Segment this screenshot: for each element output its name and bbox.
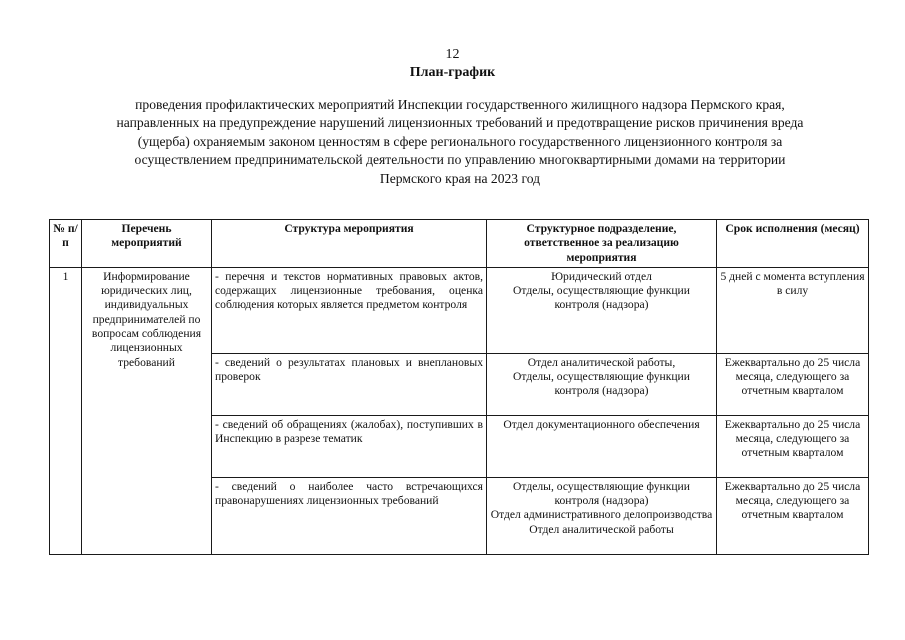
- department-line: Отделы, осуществляющие функции контроля (надзора): [513, 370, 690, 398]
- cell-term: Ежеквартально до 25 числа месяца, следующего за отчетным кварталом: [717, 477, 869, 554]
- subtitle-line: Пермского края на 2023 год: [379, 170, 541, 186]
- cell-term: Ежеквартально до 25 числа месяца, следующего за отчетным кварталом: [717, 415, 869, 477]
- department-line: Отделы, осуществляющие функции контроля (надзора): [513, 284, 690, 312]
- department-line: Отдел административного делопроизводства: [490, 508, 713, 522]
- header-department: Структурное подразделение, ответственное за реализацию мероприятия: [487, 220, 717, 268]
- header-structure: Структура мероприятия: [212, 220, 487, 268]
- cell-list: Информирование юридических лиц, индивидуальных предпринимателей по вопросам соблюдения лицензионных требований: [82, 267, 212, 554]
- subtitle-line: осуществлением предпринимательской деятельности по управлению многоквартирными домами на территории: [134, 152, 786, 168]
- department-line: Отделы, осуществляющие функции контроля (надзора): [513, 479, 690, 508]
- subtitle-line: направленных на предупреждение нарушений лицензионных требований и предотвращение рисков причинения вреда: [116, 115, 804, 131]
- header-list: Перечень мероприятий: [82, 220, 212, 268]
- department-line: Отдел аналитической работы: [529, 522, 674, 536]
- cell-num: 1: [50, 267, 82, 554]
- header-term: Срок исполнения (месяц): [717, 220, 869, 268]
- cell-term: 5 дней с момента вступления в силу: [717, 267, 869, 353]
- subtitle-line: проведения профилактических мероприятий Инспекции государственного жилищного надзора Пермского края,: [135, 97, 785, 112]
- cell-structure: - перечня и текстов нормативных правовых актов, содержащих лицензионные требования, оценка соблюдения которых является предметом контроля: [212, 267, 487, 353]
- cell-structure: - сведений о наиболее часто встречающихся правонарушениях лицензионных требований: [212, 477, 487, 554]
- document-title: План-график: [409, 65, 496, 80]
- cell-structure: - сведений об обращениях (жалобах), поступивших в Инспекцию в разрезе тематик: [212, 415, 487, 477]
- table-header-row: [50, 220, 869, 268]
- page-number: 12: [445, 47, 460, 62]
- header-num: № п/п: [50, 220, 82, 268]
- cell-department: [487, 267, 717, 353]
- plan-table: [49, 219, 869, 555]
- cell-department: [487, 415, 717, 477]
- cell-department: [487, 477, 717, 554]
- cell-department: [487, 353, 717, 415]
- cell-structure: - сведений о результатах плановых и внеплановых проверок: [212, 353, 487, 415]
- table-row: [50, 267, 869, 353]
- department-line: Отдел аналитической работы,: [527, 355, 676, 369]
- document-subtitle: [80, 96, 840, 188]
- department-line: Отдел документационного обеспечения: [503, 417, 700, 431]
- cell-term: Ежеквартально до 25 числа месяца, следующего за отчетным кварталом: [717, 353, 869, 415]
- subtitle-line: (ущерба) охраняемым законом ценностям в сфере регионального государственного лицензионного контроля за: [137, 133, 783, 149]
- department-line: Юридический отдел: [551, 269, 652, 283]
